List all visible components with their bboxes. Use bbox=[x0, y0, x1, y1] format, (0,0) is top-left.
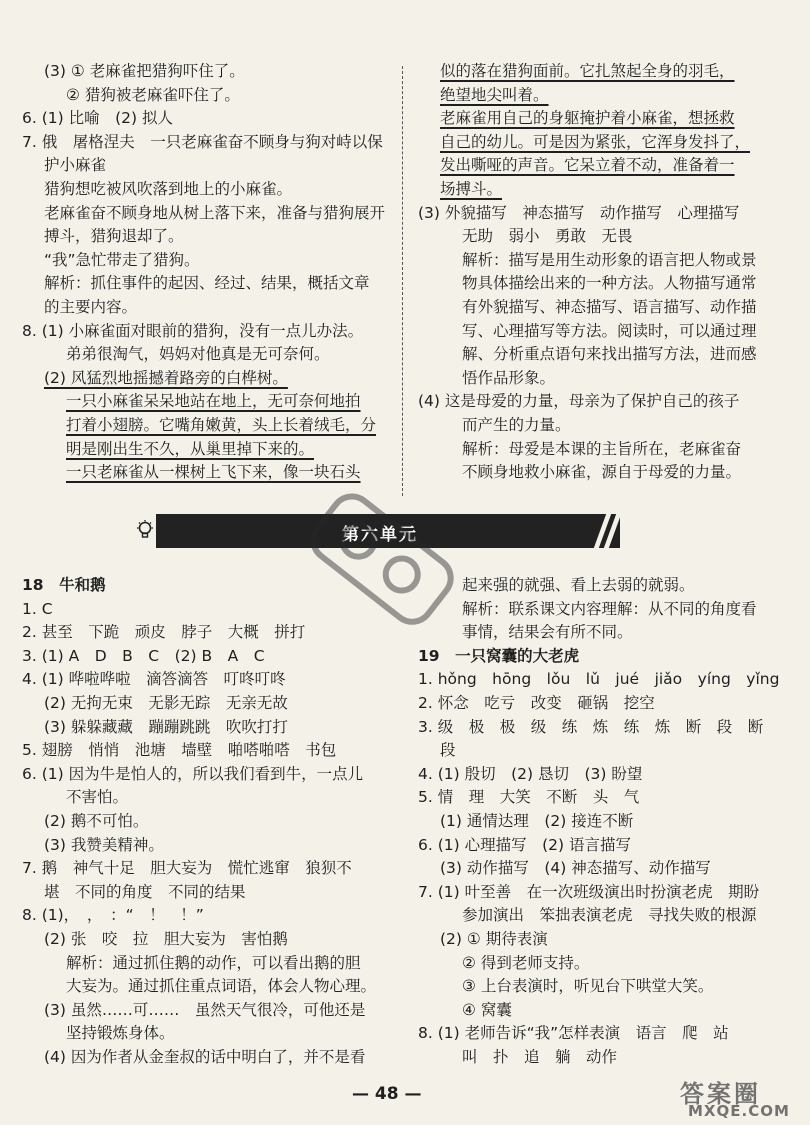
answer-line: 解、分析重点语句来找出描写方法，进而感 bbox=[462, 345, 757, 364]
answer-line: 无助 弱小 勇敢 无畏 bbox=[462, 227, 633, 246]
answer-line: 猎狗想吃被风吹落到地上的小麻雀。 bbox=[44, 179, 293, 198]
answer-line: 8. (1) 小麻雀面对眼前的猎狗，没有一点儿办法。 bbox=[22, 321, 364, 340]
answer-line: 7. (1) 叶至善 在一次班级演出时扮演老虎 期盼 bbox=[418, 882, 760, 901]
answer-line: (3) 躲躲藏藏 蹦蹦跳跳 吹吹打打 bbox=[44, 717, 288, 736]
answer-line: 一只小麻雀呆呆地站在地上，无可奈何地拍 bbox=[66, 392, 361, 411]
answer-line: 7. 鹅 神气十足 胆大妄为 慌忙逃窜 狼狈不 bbox=[22, 859, 352, 878]
answer-line: 明是刚出生不久，从巢里掉下来的。 bbox=[66, 439, 315, 458]
answer-line: 场搏斗。 bbox=[440, 179, 503, 198]
answer-line: (4) 因为作者从金奎叔的话中明白了，并不是看 bbox=[44, 1047, 366, 1066]
answer-line: 6. (1) 心理描写 (2) 语言描写 bbox=[418, 835, 631, 854]
answer-line: (3) 虽然……可…… 虽然天气很冷，可他还是 bbox=[44, 1000, 366, 1019]
answer-line: 解析：通过抓住鹅的动作，可以看出鹅的胆 bbox=[66, 953, 361, 972]
answer-line: (2) 风猛烈地摇撼着路旁的白桦树。 bbox=[44, 368, 288, 387]
answer-line: (2) 张 咬 拉 胆大妄为 害怕鹅 bbox=[44, 929, 288, 948]
answer-line: (3) ① 老麻雀把猎狗吓住了。 bbox=[44, 62, 245, 80]
unit-banner bbox=[132, 514, 620, 548]
answer-line: 解析：联系课文内容理解：从不同的角度看 bbox=[462, 599, 757, 618]
answer-line: 6. (1) 因为牛是怕人的，所以我们看到牛，一点儿 bbox=[22, 764, 364, 783]
answer-line: 7. 俄 屠格涅夫 一只老麻雀奋不顾身与狗对峙以保 bbox=[22, 132, 383, 151]
lightbulb-icon bbox=[136, 520, 154, 540]
answer-line: ③ 上台表演时，听见台下哄堂大笑。 bbox=[462, 977, 714, 996]
answer-line: “我”急忙带走了猎狗。 bbox=[44, 250, 200, 269]
answer-line: 不顾身地救小麻雀，源自于母爱的力量。 bbox=[462, 463, 742, 482]
answer-line: 3. (1) A D B C (2) B A C bbox=[22, 646, 265, 665]
answer-line: 事情，结果会有所不同。 bbox=[462, 623, 633, 642]
answer-line: ② 得到老师支持。 bbox=[462, 953, 590, 972]
answer-line: (2) 鹅不可怕。 bbox=[44, 811, 149, 830]
answer-line: 而产生的力量。 bbox=[462, 415, 571, 434]
unit-title: 第六单元 bbox=[342, 525, 418, 545]
answer-line: 3. 级 极 极 级 练 炼 练 炼 断 段 断 bbox=[418, 717, 764, 736]
answer-line: 弟弟很淘气，妈妈对他真是无可奈何。 bbox=[66, 345, 330, 364]
answer-line: 6. (1) 比喻 (2) 拟人 bbox=[22, 109, 173, 128]
site-logo bbox=[672, 1080, 802, 1122]
answer-line: 堪 不同的角度 不同的结果 bbox=[44, 882, 246, 901]
answer-line: ② 猎狗被老麻雀吓住了。 bbox=[66, 85, 240, 104]
answer-line: (3) 动作描写 (4) 神态描写、动作描写 bbox=[440, 859, 711, 878]
answer-line: ④ 窝囊 bbox=[462, 1000, 512, 1019]
answer-line: 19 一只窝囊的大老虎 bbox=[418, 646, 580, 665]
answer-line: 解析：母爱是本课的主旨所在，老麻雀奋 bbox=[462, 439, 742, 458]
logo-url: MXQE.COM bbox=[688, 1102, 790, 1120]
answer-line: 2. 甚至 下跪 顽皮 脖子 大概 拼打 bbox=[22, 623, 306, 642]
answer-line: (2) 无拘无束 无影无踪 无亲无故 bbox=[44, 693, 288, 712]
answer-line: 4. (1) 哗啦哗啦 滴答滴答 叮咚叮咚 bbox=[22, 670, 286, 689]
answer-line: 有外貌描写、神态描写、语言描写、动作描 bbox=[462, 297, 757, 316]
answer-line: (4) 这是母爱的力量，母亲为了保护自己的孩子 bbox=[418, 392, 740, 411]
answer-line: (1) 通情达理 (2) 接连不断 bbox=[440, 811, 634, 830]
answer-line: 不害怕。 bbox=[66, 788, 129, 807]
answer-line: 段 bbox=[440, 741, 456, 760]
answer-line: 8. (1) 老师告诉“我”怎样表演 语言 爬 站 bbox=[418, 1024, 729, 1043]
answer-line: 5. 翅膀 悄悄 池塘 墙壁 啪嗒啪嗒 书包 bbox=[22, 741, 337, 760]
answer-line: 发出嘶哑的声音。它呆立着不动，准备着一 bbox=[440, 156, 735, 175]
answer-line: (3) 外貌描写 神态描写 动作描写 心理描写 bbox=[418, 203, 740, 222]
answer-line: 绝望地尖叫着。 bbox=[440, 85, 549, 104]
answer-line: 4. (1) 殷切 (2) 恳切 (3) 盼望 bbox=[418, 764, 643, 783]
answer-line: 似的落在猎狗面前。它扎煞起全身的羽毛， bbox=[440, 62, 735, 80]
answers-top-left bbox=[22, 60, 392, 485]
column-divider bbox=[402, 66, 404, 496]
answers-bottom-left bbox=[22, 574, 392, 1069]
answer-line: 大妄为。通过抓住重点词语，体会人物心理。 bbox=[66, 977, 377, 996]
answer-line: (2) ① 期待表演 bbox=[440, 929, 548, 948]
answers-top-right bbox=[418, 60, 788, 485]
logo-text: 答案圈 bbox=[680, 1080, 761, 1108]
answer-line: 1. C bbox=[22, 599, 53, 618]
answer-line: 5. 情 理 大笑 不断 头 气 bbox=[418, 788, 640, 807]
page-number: — 48 — bbox=[352, 1084, 422, 1104]
answer-line: 参加演出 笨拙表演老虎 寻找失败的根源 bbox=[462, 906, 757, 925]
answer-line: 一只老麻雀从一棵树上飞下来，像一块石头 bbox=[66, 463, 361, 482]
answer-line: 1. hǒng hōng lǒu lǔ jué jiǎo yíng yǐng bbox=[418, 670, 780, 689]
answer-line: 搏斗，猎狗退却了。 bbox=[44, 227, 184, 246]
answer-line: 叫 扑 追 躺 动作 bbox=[462, 1047, 618, 1066]
answer-line: 2. 怀念 吃亏 改变 砸锅 挖空 bbox=[418, 693, 655, 712]
banner-cap bbox=[132, 514, 156, 548]
answer-line: 解析：描写是用生动形象的语言把人物或景 bbox=[462, 250, 757, 269]
answer-line: 悟作品形象。 bbox=[462, 368, 556, 387]
answer-line: 自己的幼儿。可是因为紧张，它浑身发抖了， bbox=[440, 132, 751, 151]
answer-line: 老麻雀用自己的身躯掩护着小麻雀，想拯救 bbox=[440, 109, 735, 128]
answer-line: 老麻雀奋不顾身地从树上落下来，准备与猎狗展开 bbox=[44, 203, 386, 222]
answer-line: 物具体描绘出来的一种方法。人物描写通常 bbox=[462, 274, 757, 293]
answer-line: 打着小翅膀。它嘴角嫩黄，头上长着绒毛，分 bbox=[66, 415, 377, 434]
answer-line: 的主要内容。 bbox=[44, 297, 138, 316]
answer-line: 解析：抓住事件的起因、经过、结果，概括文章 bbox=[44, 274, 370, 293]
answer-line: 写、心理描写等方法。阅读时，可以通过理 bbox=[462, 321, 757, 340]
answer-line: 18 牛和鹅 bbox=[22, 576, 106, 594]
answers-bottom-right bbox=[418, 574, 788, 1069]
answer-line: 护小麻雀 bbox=[44, 156, 107, 175]
answer-line: 8. (1)， ， ：“ ！ ！” bbox=[22, 906, 204, 925]
answer-line: 起来强的就强、看上去弱的就弱。 bbox=[462, 576, 695, 594]
answer-line: 坚持锻炼身体。 bbox=[66, 1024, 175, 1043]
answer-line: (3) 我赞美精神。 bbox=[44, 835, 164, 854]
